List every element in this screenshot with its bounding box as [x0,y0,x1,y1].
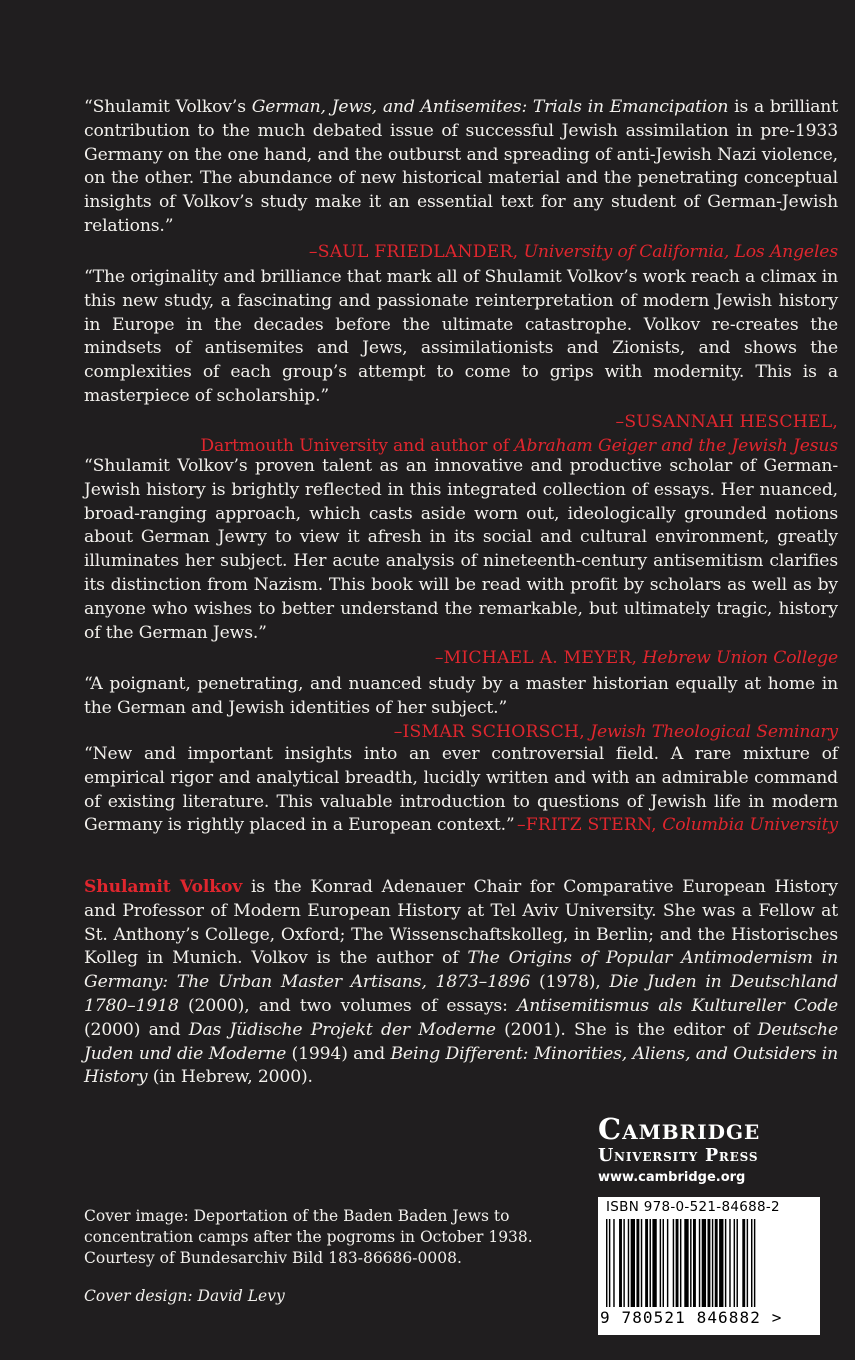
cover-image-credit: Cover image: Deportation of the Baden Baden Jews to concentration camps after the pogroms in October 1938. Courtesy of Bundesarchiv Bild 183-86686-0008. [84,1207,533,1267]
barcode-bar [742,1219,745,1307]
blurb-3-affiliation: Hebrew Union College [642,648,838,669]
blurb-2-affiliation-title: Abraham Geiger and the Jewish Jesus [514,435,838,456]
publisher-subname: University Press [598,1146,759,1166]
blurb-3-attribution [84,647,838,671]
bio-book-title: Being Different: Minorities, Aliens, and Outsiders in History [84,1043,838,1088]
bio-author-name: Shulamit Volkov [84,877,243,897]
isbn-barcode [598,1197,820,1335]
bio-book-title: Die Juden in Deutschland 1780–1918 [84,972,838,1016]
barcode-bar [609,1219,610,1307]
blurb-2-affiliation: Dartmouth University and author of [200,435,515,456]
barcode-bar [628,1219,629,1307]
author-bio [84,876,838,1090]
barcode-bar [754,1219,755,1307]
blurb-2-attribution [84,411,838,459]
blurb-5-attribution [517,814,838,838]
bio-book-title: The Origins of Popular Antimodernism in Germany: The Urban Master Artisans, 1873–1896 [84,948,838,993]
barcode-bar [623,1219,624,1307]
blurb-1-pre: “Shulamit Volkov’s [84,97,252,117]
blurb-1-affiliation: University of California, Los Angeles [523,241,838,262]
bio-text: is the Konrad Adenauer Chair for Comparative European History and Professor of Modern European History at Tel Aviv University. She was a Fellow at St. Anthony’s College, Oxford; The Wissenschaftskolleg, in Berlin; and the Historisches Kolleg in Munich. Volkov is the author of [84,877,838,969]
barcode-bar [663,1219,664,1307]
barcode-bar [606,1219,607,1307]
bio-book-title: Deutsche Juden und die Moderne [84,1019,838,1064]
blurb-1 [84,96,838,265]
barcode-bar [619,1219,622,1307]
barcode-bar [747,1219,748,1307]
bio-book-title: Das Jüdische Projekt der Moderne [188,1019,496,1040]
blurb-4-attribution [394,721,838,745]
barcode-bar [680,1219,681,1307]
publisher-logo [598,1112,822,1187]
barcode-bar [693,1219,696,1307]
blurb-2 [84,266,838,458]
barcode-bar [725,1219,726,1307]
barcode-bar [631,1219,635,1307]
barcode-digits: 9 780521 846882 > [600,1308,783,1327]
barcode-bar [673,1219,674,1307]
blurb-1-title: German, Jews, and Antisemites: Trials in Emancipation [251,97,729,117]
blurb-4-text: “A poignant, penetrating, and nuanced study by a master historian equally at home in the German and Jewish identities of her subject.” [84,674,838,718]
bio-text: (2000), and two volumes of essays: [178,995,517,1016]
barcode-bar [613,1219,614,1307]
barcode-bar [667,1219,668,1307]
blurb-1-text: is a brilliant contribution to the much debated issue of successful Jewish assimilation in pre-1933 Germany on the one hand, and the outburst and spreading of anti-Jewish Nazi violence, on the other. The abundance of new historical material and the penetrating conceptual insights of Volkov’s study make it an essential text for any student of German-Jewish relations.” [84,97,838,236]
barcode-bar [702,1219,706,1307]
cover-design-credit: Cover design: David Levy [84,1287,285,1305]
barcode-bar [737,1219,738,1307]
bio-text: (1978), [530,972,610,993]
barcode-bar [719,1219,723,1307]
bio-text: (2000) and [84,1019,189,1040]
blurb-3-author: –MICHAEL A. MEYER, [434,648,638,669]
barcode-bar [715,1219,718,1307]
blurb-1-attribution [84,241,838,265]
barcode-bar [652,1219,656,1307]
blurb-5-author: –FRITZ STERN, [517,815,657,836]
barcode-bar [734,1219,735,1307]
barcode-bar [751,1219,752,1307]
publisher-url: www.cambridge.org [598,1170,746,1185]
barcode-bar [636,1219,639,1307]
publisher-name: Cambridge [598,1112,761,1146]
barcode-bar [729,1219,730,1307]
barcode-bar [699,1219,700,1307]
blurb-3-text: “Shulamit Volkov’s proven talent as an innovative and productive scholar of German-Jewish history is brightly reflected in this integrated collection of essays. Her nuanced, broad-ranging approach, which casts aside worn out, ideologically grounded notions about German Jewry to view it afresh in its social and cultural environment, greatly illuminates her subject. Her acute analysis of nineteenth-century antisemitism clarifies its distinction from Nazism. This book will be read with profit by scholars as well as by anyone who wishes to better understand the remarkable, but ultimately tragic, history of the German Jews.” [84,456,838,643]
barcode-bar [650,1219,651,1307]
blurb-4-author: –ISMAR SCHORSCH, [393,721,585,742]
barcode-bar [645,1219,648,1307]
bio-text: (1994) and [286,1043,391,1064]
isbn-label: ISBN 978-0-521-84688-2 [606,1199,780,1215]
barcode-bar [708,1219,711,1307]
blurb-4 [84,673,838,744]
blurb-1-author: –SAUL FRIEDLANDER, [308,241,519,262]
bio-text: (2001). She is the editor of [495,1019,758,1040]
blurb-5-affiliation: Columbia University [662,815,838,836]
barcode-bar [660,1219,661,1307]
barcode-bar [712,1219,713,1307]
blurb-4-affiliation: Jewish Theological Seminary [590,721,838,742]
barcode-bars [606,1219,812,1307]
barcode-bar [641,1219,642,1307]
barcode-bar [684,1219,688,1307]
blurb-2-text: “The originality and brilliance that mark all of Shulamit Volkov’s work reach a climax in this new study, a fascinating and passionate reinterpretation of modern Jewish history in Europe in the decades before the ultimate catastrophe. Volkov re-creates the mindsets of antisemites and Jews, assimilationists and Zionists, and shows the complexities of each group’s attempt to come to grips with modernity. This is a masterpiece of scholarship.” [84,267,838,406]
blurb-3 [84,455,838,671]
barcode-bar [690,1219,691,1307]
blurb-5-text: “New and important insights into an ever controversial field. A rare mixture of empirical rigor and analytical breadth, lucidly written and with an admirable command of existing literature. This valuable introduction to questions of Jewish life in modern Germany is rightly placed in a European context.” [84,744,838,836]
bio-book-title: Antisemitismus als Kultureller Code [516,995,838,1016]
blurb-5 [84,743,838,838]
blurb-2-author: –SUSANNAH HESCHEL, [615,411,838,432]
barcode-bar [676,1219,679,1307]
bio-text: (in Hebrew, 2000). [147,1067,313,1088]
